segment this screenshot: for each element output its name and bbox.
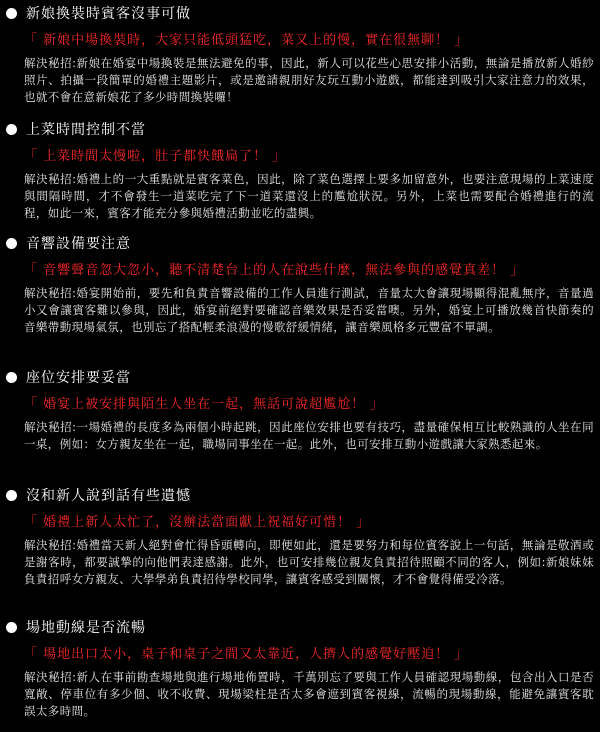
solution-text: 解決秘招:新娘在婚宴中場換裝是無法避免的事，因此，新人可以花些心思安排小活動，無論是播放新人婚紗照片、拍攝一段簡單的婚禮主題影片，或是邀請親朋好友玩互動小遊戲，都能達到吸引大家注意力的效果，也就不會在意新娘花了多少時間換裝囉！	[24, 56, 594, 104]
section-title: 新娘換裝時賓客沒事可做	[26, 6, 191, 22]
solution-text: 解決秘招:婚宴開始前，要先和負責音響設備的工作人員進行測試，音量太大會讓現場顯得混亂無序，音量過小又會讓賓客難以參與，因此，婚宴前絕對要確認音樂效果是否妥當噢。另外，婚宴上可播放幾首快節奏的音樂帶動現場氣氛，也別忘了搭配輕柔浪漫的慢歌舒緩情緒，讓音樂風格多元豐富不單調。	[24, 286, 594, 334]
guest-complaint-quote: 「 婚宴上被安排與陌生人坐在一起，無話可說超尷尬！ 」	[24, 397, 385, 412]
section-venue-flow	[0, 618, 600, 718]
section-header	[0, 234, 600, 254]
section-sound-system	[0, 234, 600, 334]
guest-complaint-quote: 「 場地出口太小，桌子和桌子之間又太靠近，人擠人的感覺好壓迫！ 」	[24, 647, 469, 662]
solution-text: 解決秘招:婚禮上的一大重點就是賓客菜色，因此，除了菜色選擇上要多加留意外，也要注意現場的上菜速度與間隔時間，才不會發生一道菜吃完了下一道菜還沒上的尷尬狀況。另外，上菜也需要配合婚禮進行的流程，如此一來，賓客才能充分參與婚禮活動並吃的盡興。	[24, 172, 594, 220]
section-title: 沒和新人說到話有些遺憾	[26, 488, 191, 504]
bullet-icon	[6, 372, 17, 383]
section-title: 場地動線是否流暢	[26, 620, 146, 636]
solution-text: 解決秘招:一場婚禮的長度多為兩個小時起跳，因此座位安排也要有技巧，盡量確保相互比較熟識的人坐在同一桌，例如：女方親友坐在一起，職場同事坐在一起。此外，也可安排互動小遊戲讓大家熟悉起來。	[24, 420, 594, 451]
bullet-icon	[6, 238, 17, 249]
guest-complaint-quote: 「 新娘中場換裝時，大家只能低頭猛吃，菜又上的慢，實在很無聊！ 」	[24, 33, 469, 48]
section-header	[0, 368, 600, 388]
section-header	[0, 120, 600, 140]
guest-complaint-quote: 「 婚禮上新人太忙了，沒辦法當面獻上祝福好可惜！ 」	[24, 515, 371, 530]
section-title: 音響設備要注意	[26, 236, 131, 252]
bullet-icon	[6, 622, 17, 633]
section-serving-time	[0, 120, 600, 220]
section-title: 座位安排要妥當	[26, 370, 131, 386]
solution-text: 解決秘招:新人在事前勘查場地與進行場地佈置時，千萬別忘了要與工作人員確認現場動線，包含出入口是否寬敞、停車位有多少個、收不收費、現場梁柱是否太多會遮到賓客視線，流暢的現場動線，能避免讓賓客耽誤太多時間。	[24, 670, 594, 718]
bullet-icon	[6, 490, 17, 501]
section-header	[0, 4, 600, 24]
section-talk-with-couple	[0, 486, 600, 586]
bullet-icon	[6, 124, 17, 135]
section-changing-outfit	[0, 4, 600, 104]
guest-complaint-quote: 「 音響聲音忽大忽小，聽不清楚台上的人在說些什麼，無法參與的感覺真差！ 」	[24, 263, 525, 278]
bullet-icon	[6, 8, 17, 19]
section-seating	[0, 368, 600, 451]
section-title: 上菜時間控制不當	[26, 122, 146, 138]
section-header	[0, 486, 600, 506]
section-header	[0, 618, 600, 638]
solution-text: 解決秘招:婚禮當天新人絕對會忙得昏頭轉向，即便如此，還是要努力和每位賓客說上一句話，無論是敬酒或是謝客時，都要誠摯的向他們表達感謝。此外，也可安排幾位親友負責招待照顧不同的客人，例如:新娘妹妹負責招呼女方親友、大學學弟負責招待學校同學，讓賓客感受到關懷，才不會覺得備受冷落。	[24, 538, 594, 586]
guest-complaint-quote: 「 上菜時間太慢啦，肚子都快餓扁了！ 」	[24, 149, 287, 164]
